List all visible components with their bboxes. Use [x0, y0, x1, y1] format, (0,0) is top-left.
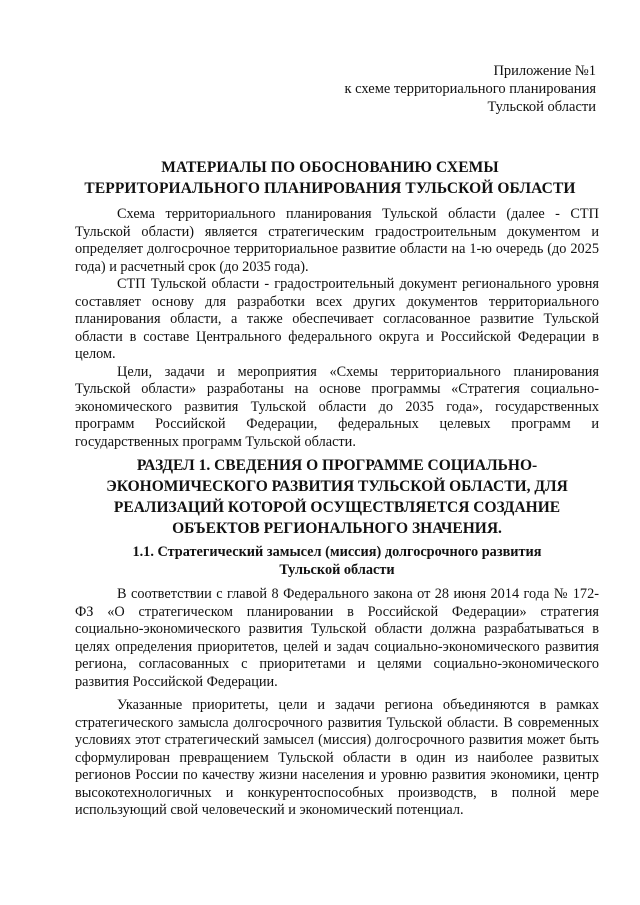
body-paragraph: В соответствии с главой 8 Федерального закона от 28 июня 2014 года № 172-ФЗ «О стратегическом планировании в Российской Федерации» стратегия социально-экономического развития Тульской области должна разрабатываться в целях определения приоритетов, целей и задач социально-экономического развития региона, согласованных с приоритетами и целями социально-экономического развития Российской Федерации. [75, 586, 599, 690]
subsection-1-1-heading [75, 543, 599, 579]
document-title-line-2: ТЕРРИТОРИАЛЬНОГО ПЛАНИРОВАНИЯ ТУЛЬСКОЙ ОБЛАСТИ [84, 180, 576, 197]
appendix-header [296, 62, 596, 116]
appendix-reference: к схеме территориального планирования [344, 81, 596, 97]
intro-text [75, 206, 599, 451]
section-1-heading-line-1: РАЗДЕЛ 1. СВЕДЕНИЯ О ПРОГРАММЕ СОЦИАЛЬНО- [136, 457, 538, 474]
document-title [60, 157, 600, 199]
appendix-region: Тульской области [487, 99, 596, 115]
intro-paragraph: Цели, задачи и мероприятия «Схемы территориального планирования Тульской области» разработаны на основе программы «Стратегия социально-экономического развития Тульской области до 2035 года», государственных программ Российской Федерации, федеральных целевых программ и государственных программ Тульской области. [75, 363, 599, 450]
body-paragraph: Указанные приоритеты, цели и задачи региона объединяются в рамках стратегического замысла долгосрочного развития Тульской области. В современных условиях этот стратегический замысел (миссия) долгосрочного развития может быть сформулирован превращением Тульской области в один из наиболее развитых регионов России по качеству жизни населения и уровню развития экономики, центр высокотехнологичных и конкурентоспособных производств, в полной мере использующий свой человеческий и экономический потенциал. [75, 697, 599, 818]
intro-paragraph: Схема территориального планирования Тульской области (далее - СТП Тульской области) является стратегическим градостроительным документом и определяет долгосрочное территориальное развитие области на 1-ю очередь (до 2025 года) и расчетный срок (до 2035 года). [75, 206, 599, 275]
section-1-heading-line-2: ЭКОНОМИЧЕСКОГО РАЗВИТИЯ ТУЛЬСКОЙ ОБЛАСТИ, ДЛЯ [106, 478, 568, 495]
section-1-heading-line-3: РЕАЛИЗАЦИЙ КОТОРОЙ ОСУЩЕСТВЛЯЕТСЯ СОЗДАНИЕ [113, 499, 561, 516]
section-1-heading-line-4: ОБЪЕКТОВ РЕГИОНАЛЬНОГО ЗНАЧЕНИЯ. [172, 520, 502, 537]
subsection-1-1-heading-line-2: Тульской области [279, 562, 395, 578]
subsection-1-1-heading-line-1: 1.1. Стратегический замысел (миссия) долгосрочного развития [132, 544, 542, 560]
intro-paragraph: СТП Тульской области - градостроительный документ регионального уровня составляет основу для разработки всех других документов территориального планирования области, а также обеспечивает согласованное развитие Тульской области в составе Центрального федерального округа и Российской Федерации в целом. [75, 276, 599, 362]
section-1-heading [75, 455, 599, 539]
document-title-line-1: МАТЕРИАЛЫ ПО ОБОСНОВАНИЮ СХЕМЫ [161, 159, 499, 176]
appendix-number: Приложение №1 [493, 63, 596, 79]
subsection-1-1-text [75, 586, 599, 820]
